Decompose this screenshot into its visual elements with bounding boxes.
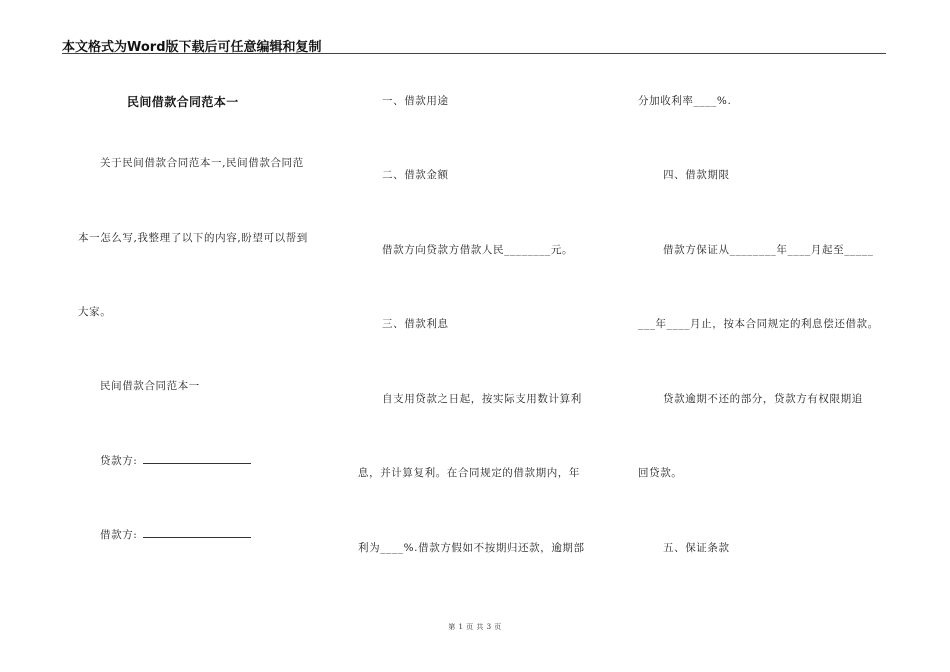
- term-line-2: ___年____月止，按本合同规定的利息偿还借款。: [638, 318, 879, 330]
- intro-line-1: 关于民间借款合同范本一,民间借款合同范: [100, 157, 304, 169]
- subtitle: 民间借款合同范本一: [100, 380, 200, 392]
- column-1: [78, 60, 328, 620]
- page-header: [62, 33, 886, 54]
- interest-line-4: 分加收利率____%.: [638, 95, 732, 107]
- borrower-blank-line: [143, 528, 251, 538]
- overdue-line-2: 回贷款。: [638, 467, 683, 479]
- borrower-field: [100, 527, 251, 542]
- page-number: 第 1 页 共 3 页: [448, 623, 502, 631]
- intro-line-2: 本一怎么写,我整理了以下的内容,盼望可以帮到: [78, 232, 308, 244]
- lender-label: 贷款方:: [100, 455, 138, 467]
- section-5-heading: 五、保证条款: [663, 542, 730, 554]
- header-text: 本文格式为Word版下载后可任意编辑和复制: [62, 40, 322, 55]
- interest-line-1: 自支用贷款之日起，按实际支用数计算利: [382, 393, 582, 405]
- borrower-label: 借款方:: [100, 529, 138, 541]
- intro-line-3: 大家。: [78, 306, 112, 318]
- section-4-heading: 四、借款期限: [663, 169, 730, 181]
- section-3-heading: 三、借款利息: [382, 318, 449, 330]
- overdue-line-1: 贷款逾期不还的部分，贷款方有权限期追: [663, 393, 863, 405]
- lender-blank-line: [143, 454, 251, 464]
- term-line-1: 借款方保证从________年____月起至_____: [663, 244, 874, 256]
- section-2-heading: 二、借款金额: [382, 169, 449, 181]
- interest-line-3: 利为____%.借款方假如不按期归还款，逾期部: [358, 542, 585, 554]
- amount-line: 借款方向贷款方借款人民________元。: [382, 244, 574, 256]
- section-1-heading: 一、借款用途: [382, 95, 449, 107]
- document-title: 民间借款合同范本一: [127, 95, 239, 109]
- interest-line-2: 息，并计算复利。在合同规定的借款期内，年: [358, 467, 580, 479]
- lender-field: [100, 453, 251, 468]
- column-2: [358, 60, 608, 620]
- column-3: [638, 60, 894, 620]
